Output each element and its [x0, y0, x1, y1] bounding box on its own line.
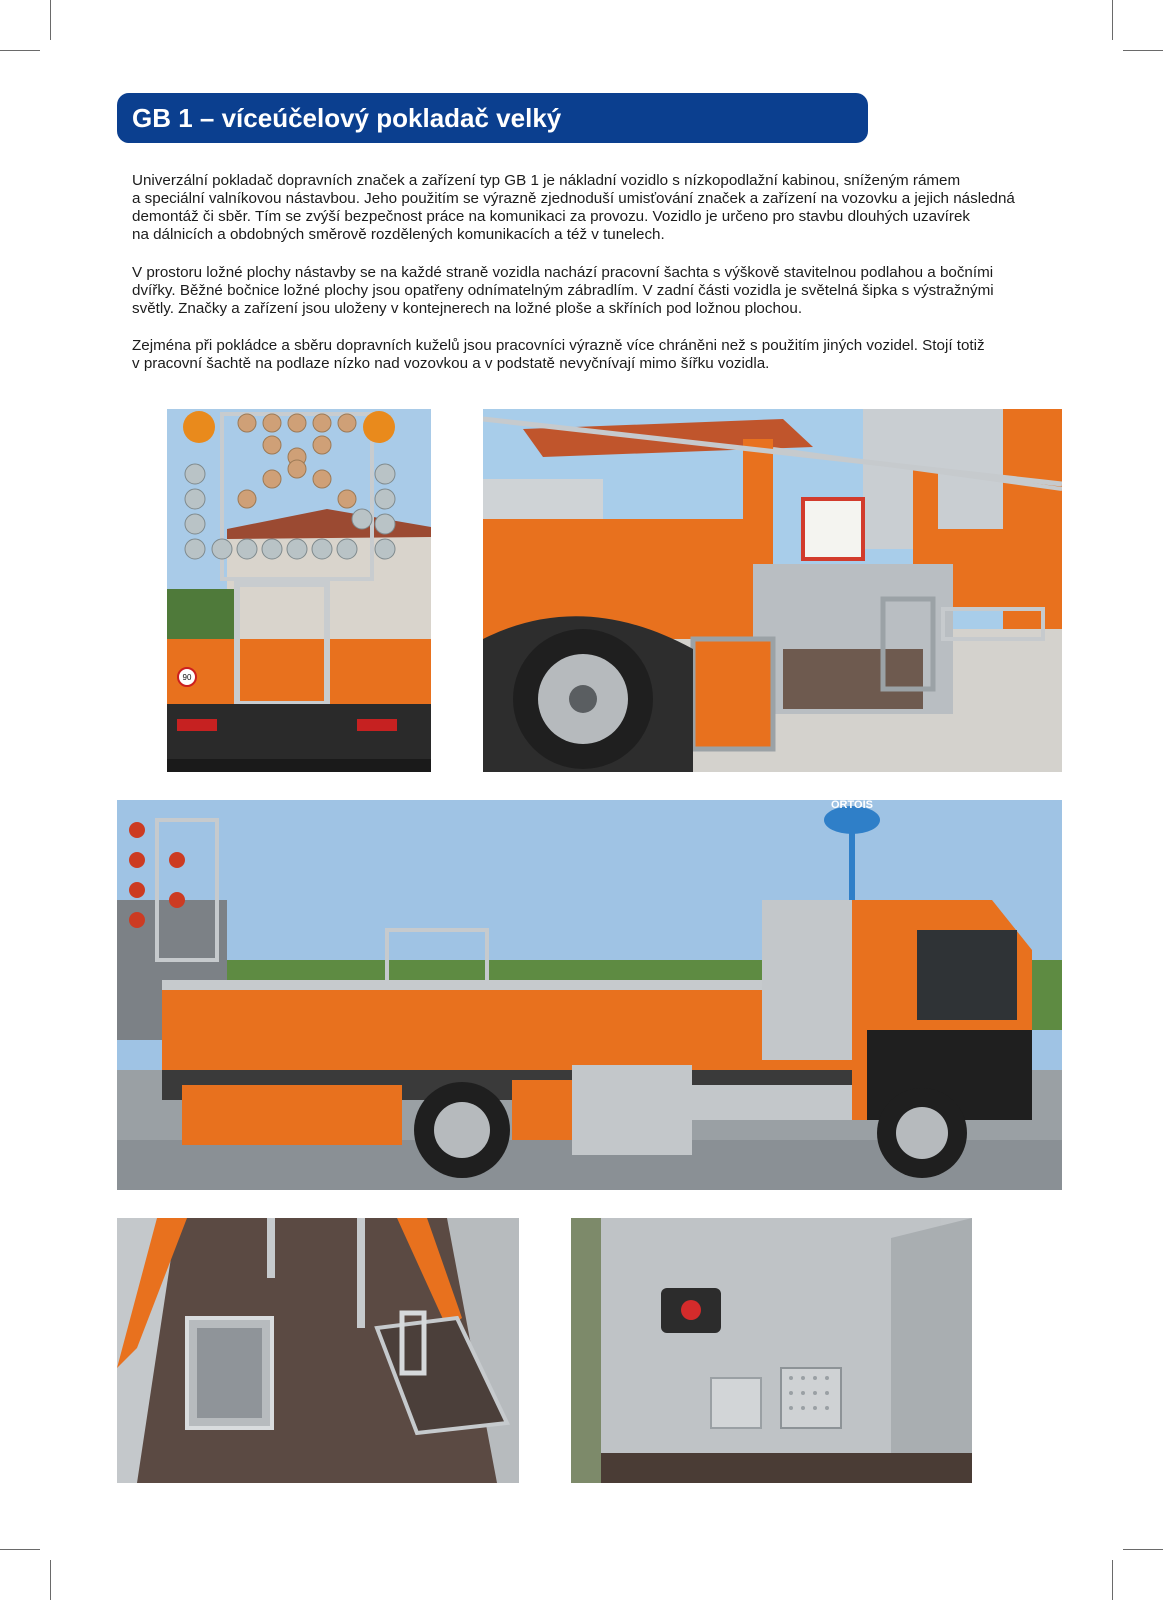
crop-mark	[50, 1560, 51, 1600]
crop-mark	[1112, 0, 1113, 40]
text-line: V prostoru ložné plochy nástavby se na každé straně vozidla nachází pracovní šachta s výškově stavitelnou podlahou a bočními	[132, 264, 994, 281]
photo-platform-floor	[117, 1218, 519, 1483]
text-line: Univerzální pokladač dopravních značek a zařízení typ GB 1 je nákladní vozidlo s nízkopodlažní kabinou, sníženým rámem	[132, 172, 961, 189]
text-line: na dálnicích a obdobných směrově rozdělených komunikacích a též v tunelech.	[132, 226, 665, 243]
paragraph-safety	[132, 337, 1072, 373]
photo-shaft-interior	[571, 1218, 972, 1483]
crop-mark	[1123, 1549, 1163, 1550]
text-line: světly. Značky a zařízení jsou uloženy v kontejnerech na ložné ploše a skříních pod ložnou plochou.	[132, 300, 803, 317]
text-line: dvířky. Běžné bočnice ložné plochy jsou opatřeny odnímatelným zábradlím. V zadní části vozidla je světelná šipka s výstražnými	[132, 282, 994, 299]
paragraph-intro	[132, 172, 1072, 244]
crop-mark	[0, 50, 40, 51]
crop-mark	[1123, 50, 1163, 51]
text-line: v pracovní šachtě na podlaze nízko nad vozovkou a v podstatě nevyčnívají mimo šířku vozidla.	[132, 355, 770, 372]
speed-limit-sign-text: 90	[182, 673, 192, 682]
page-title: GB 1 – víceúčelový pokladač velký	[132, 103, 562, 133]
title-bar	[117, 93, 868, 143]
crop-mark	[0, 1549, 40, 1550]
text-line: a speciální valníkovou nástavbou. Jeho použitím se výrazně zjednoduší umisťování značek a zařízení na vozovku a jejich následná	[132, 190, 1015, 207]
text-line: demontáž či sběr. Tím se zvýší bezpečnost práce na komunikaci za provozu. Vozidlo je určeno pro stavbu dlouhých uzavírek	[132, 208, 970, 225]
photo-truck-full-side	[117, 800, 1062, 1190]
photo-rear-view	[167, 409, 431, 772]
photo-work-shaft-side	[483, 409, 1062, 772]
crop-mark	[50, 0, 51, 40]
text-line: Zejména při pokládce a sběru dopravních kuželů jsou pracovníci výrazně více chráněni než s použitím jiných vozidel. Stojí totiž	[132, 337, 985, 354]
water-tower-logo-text: ORTOIS	[831, 800, 873, 811]
crop-mark	[1112, 1560, 1113, 1600]
paragraph-platform	[132, 264, 1072, 318]
